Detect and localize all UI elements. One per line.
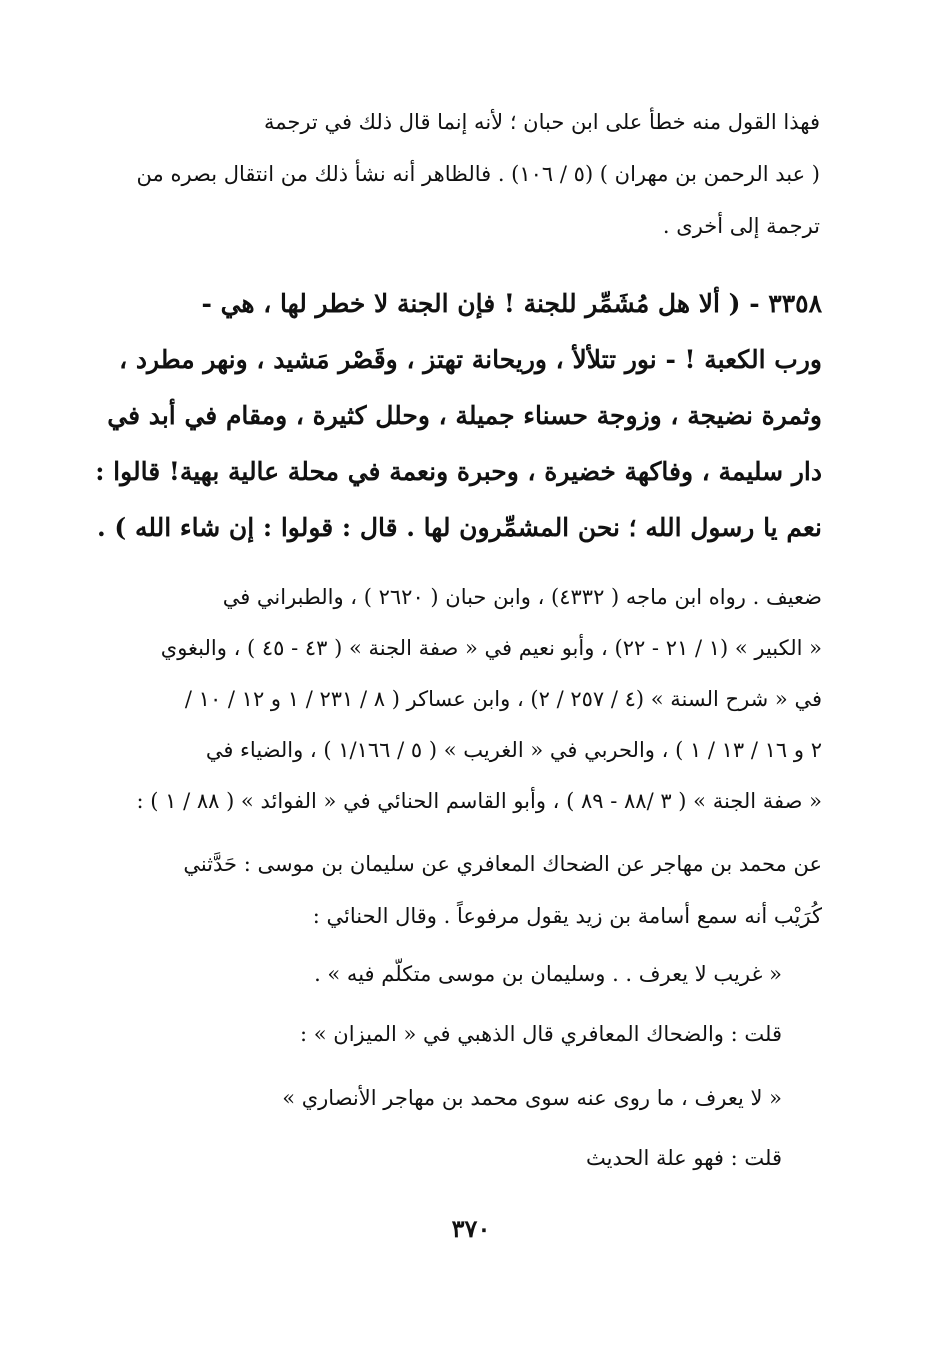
takhrij-paragraph: [80, 572, 822, 827]
hadith-line: نعم يا رسول الله ؛ نحن المشمِّرون لها . قال : قولوا : إن شاء الله ) .: [97, 513, 822, 542]
mizan-quote: « لا يعرف ، ما روى عنه سوى محمد بن مهاجر الأنصاري »: [282, 1086, 782, 1110]
hadith-line: ورب الكعبة ! - نور تتلألأ ، وريحانة تهتز ، وقَصْر مَشيد ، ونهر مطرد ،: [119, 345, 822, 374]
isnad-line: عن محمد بن مهاجر عن الضحاك المعافري عن سليمان بن موسى : حَدَّثني: [183, 852, 822, 876]
hadith-line: دار سليمة ، وفاكهة خضيرة ، وحبرة ونعمة في محلة عالية بهية! قالوا :: [95, 457, 822, 486]
takhrij-line: « صفة الجنة » ( ٣ /٨٨ - ٨٩ ) ، وأبو القاسم الحنائي في « الفوائد » ( ٨٨ / ١ ) :: [136, 789, 822, 813]
hadith-3358-text: [80, 276, 822, 556]
intro-paragraph: [80, 96, 820, 252]
page-number: ٣٧٠: [451, 1214, 491, 1243]
hadith-line: ٣٣٥٨ - ( ألا هل مُشَمِّر للجنة ! فإن الجنة لا خطر لها ، هي -: [201, 289, 822, 318]
comment-dhahabi: قلت : والضحاك المعافري قال الذهبي في « الميزان » :: [300, 1022, 782, 1046]
intro-line: ترجمة إلى أخرى .: [662, 214, 820, 238]
takhrij-line: ضعيف . رواه ابن ماجه ( ٤٣٣٢) ، وابن حبان ( ٢٦٢٠ ) ، والطبراني في: [222, 585, 822, 609]
hadith-line: وثمرة نضيجة ، وزوجة حسناء جميلة ، وحلل كثيرة ، ومقام في أبد في: [107, 401, 822, 430]
takhrij-line: « الكبير » (١ / ٢١ - ٢٢) ، وأبو نعيم في « صفة الجنة » ( ٤٣ - ٤٥ ) ، والبغوي: [160, 636, 822, 660]
isnad-paragraph: [80, 838, 822, 942]
conclusion-line: قلت : فهو علة الحديث: [586, 1146, 782, 1170]
hanai-quote: « غريب لا يعرف . . وسليمان بن موسى متكلّم فيه » .: [314, 962, 782, 986]
takhrij-line: في « شرح السنة » (٤ / ٢٥٧ / ٢) ، وابن عساكر ( ٨ / ٢٣١ / ١ و ١٢ / ١٠ /: [184, 687, 822, 711]
isnad-line: كُرَيْب أنه سمع أسامة بن زيد يقول مرفوعاً . وقال الحنائي :: [312, 904, 822, 928]
intro-line: ( عبد الرحمن بن مهران ) (٥ / ١٠٦) . فالظاهر أنه نشأ ذلك من انتقال بصره من: [136, 162, 820, 186]
takhrij-line: ٢ و ١٦ / ١٣ / ١ ) ، والحربي في « الغريب » ( ٥ / ١/١٦٦ ) ، والضياء في: [205, 738, 822, 762]
intro-line: فهذا القول منه خطأ على ابن حبان ؛ لأنه إنما قال ذلك في ترجمة: [263, 110, 820, 134]
